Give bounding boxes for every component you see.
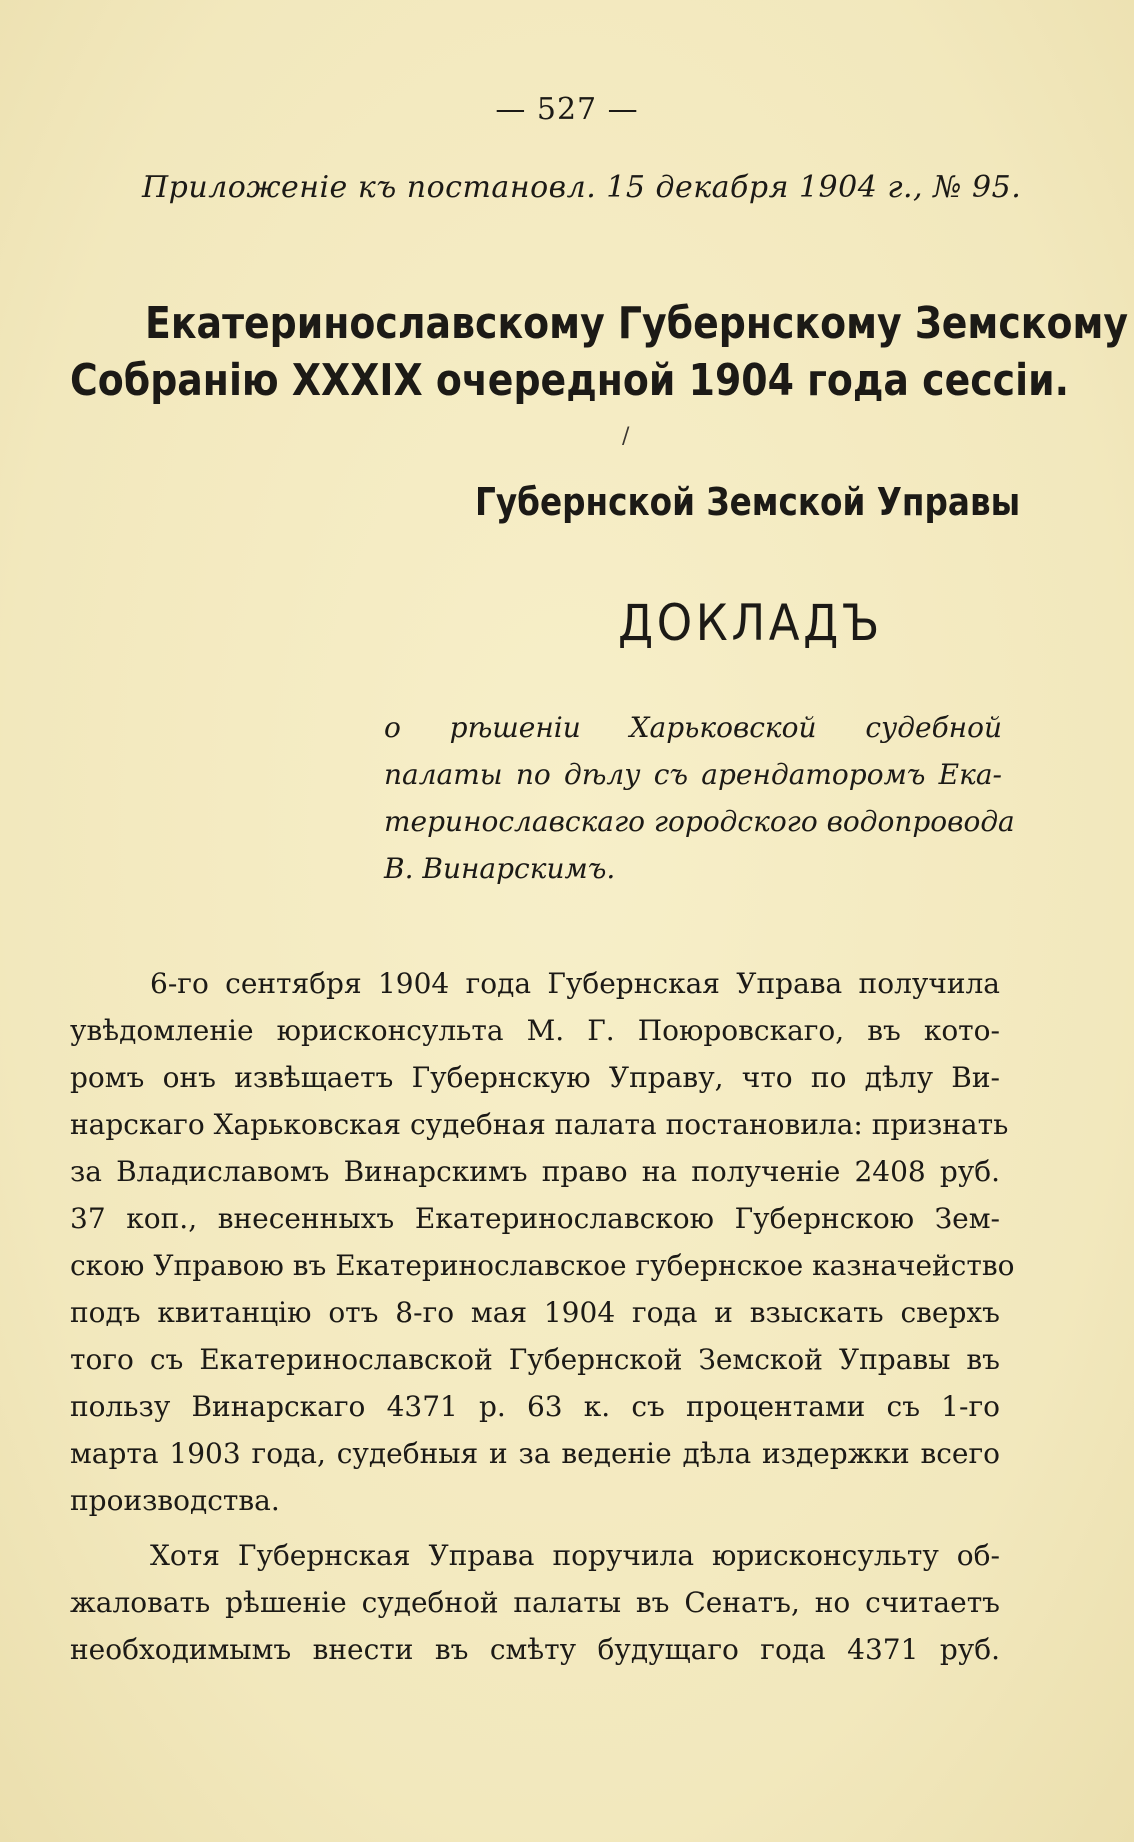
- text-line: Хотя Губернская Управа поручила юрисконсульту об-: [150, 1539, 1000, 1572]
- authority-title: Губернской Земской Управы: [475, 480, 1021, 524]
- text-line: необходимымъ внести въ смѣту будущаго года 4371 руб.: [70, 1633, 1000, 1666]
- heading-line-1: Екатеринославскому Губернскому Земскому: [145, 298, 1129, 349]
- text-line: ромъ онъ извѣщаетъ Губернскую Управу, что по дѣлу Ви-: [70, 1061, 1000, 1094]
- text-line: 37 коп., внесенныхъ Екатеринославскою Губернскою Зем-: [70, 1202, 1000, 1235]
- subject-line: В. Винарскимъ.: [384, 852, 616, 885]
- text-line: 6-го сентября 1904 года Губернская Управа получила: [150, 967, 1000, 1000]
- paragraph-1: [70, 960, 1015, 1524]
- text-line: за Владиславомъ Винарскимъ право на полученіе 2408 руб.: [70, 1155, 1000, 1188]
- page-number: — 527 —: [495, 92, 639, 127]
- text-line: скою Управою въ Екатеринославское губернское казначейство: [70, 1249, 1015, 1282]
- text-line: того съ Екатеринославской Губернской Земской Управы въ: [70, 1343, 1000, 1376]
- document-type-title: ДОКЛАДЪ: [618, 594, 883, 652]
- paragraph-2: [70, 1532, 1000, 1673]
- heading-line-2: Собранію XXXIX очередной 1904 года сессіи.: [70, 355, 1069, 406]
- text-line: увѣдомленіе юрисконсульта М. Г. Поюровскаго, въ кото-: [70, 1014, 1000, 1047]
- text-line: жаловать рѣшеніе судебной палаты въ Сенатъ, но считаетъ: [70, 1586, 1000, 1619]
- subject-line: палаты по дѣлу съ арендаторомъ Ека-: [384, 758, 1002, 791]
- text-line: нарскаго Харьковская судебная палата постановила: признать: [70, 1108, 1009, 1141]
- pen-stroke-mark: /: [622, 424, 630, 449]
- text-line: производства.: [70, 1484, 280, 1517]
- text-line: марта 1903 года, судебныя и за веденіе дѣла издержки всего: [70, 1437, 1000, 1470]
- appendix-note: Приложеніе къ постановл. 15 декабря 1904 г., № 95.: [142, 170, 1022, 205]
- subject-line: о рѣшеніи Харьковской судебной: [384, 711, 1002, 744]
- text-line: подъ квитанцію отъ 8-го мая 1904 года и взыскать сверхъ: [70, 1296, 1000, 1329]
- text-line: пользу Винарскаго 4371 р. 63 к. съ процентами съ 1-го: [70, 1390, 1000, 1423]
- report-subject: [384, 704, 1015, 892]
- subject-line: теринославскаго городского водопровода: [384, 805, 1015, 838]
